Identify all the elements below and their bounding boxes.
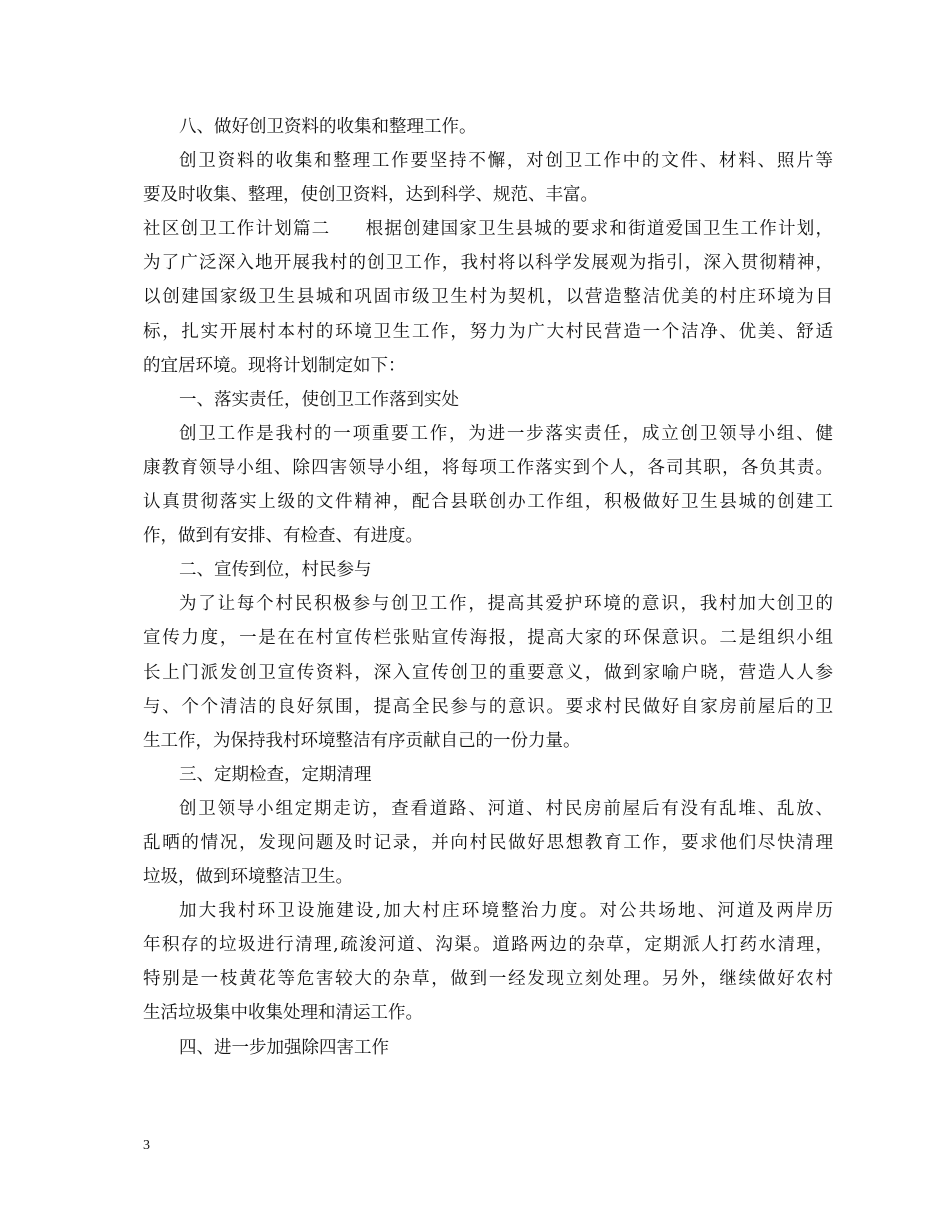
- paragraph-line: 以创建国家级卫生县城和巩固市级卫生村为契机，以营造整洁优美的村庄环境为目: [143, 287, 833, 308]
- paragraph-line: 为了广泛深入地开展我村的创卫工作，我村将以科学发展观为指引，深入贯彻精神，: [143, 253, 833, 274]
- document-body: [143, 110, 833, 1065]
- paragraph-line: 创卫资料的收集和整理工作要坚持不懈，对创卫工作中的文件、材料、照片等: [179, 151, 833, 172]
- paragraph-line: 宣传力度，一是在在村宣传栏张贴宣传海报，提高大家的环保意识。二是组织小组: [143, 628, 833, 649]
- paragraph-line: 特别是一枝黄花等危害较大的杂草，做到一经发现立刻处理。另外，继续做好农村: [143, 969, 833, 990]
- paragraph-line: 生工作，为保持我村环境整洁有序贡献自己的一份力量。: [143, 730, 581, 751]
- paragraph-line: 创卫工作是我村的一项重要工作，为进一步落实责任，成立创卫领导小组、健: [179, 423, 833, 444]
- section-heading: 三、定期检查，定期清理: [179, 764, 372, 785]
- paragraph-line: 作，做到有安排、有检查、有进度。: [143, 526, 423, 547]
- paragraph-line: 加大我村环卫设施建设,加大村庄环境整治力度。对公共场地、河道及两岸历: [179, 901, 833, 922]
- paragraph-line: 垃圾，做到环境整洁卫生。: [143, 867, 353, 888]
- paragraph-line: 的宜居环境。现将计划制定如下：: [143, 355, 406, 376]
- paragraph-line: 生活垃圾集中收集处理和清运工作。: [143, 1003, 423, 1024]
- article-title: 社区创卫工作计划篇二: [143, 219, 331, 240]
- section-heading: 八、做好创卫资料的收集和整理工作。: [179, 117, 477, 137]
- paragraph-line: 年积存的垃圾进行清理,疏浚河道、沟渠。道路两边的杂草，定期派人打药水清理，: [143, 935, 833, 956]
- paragraph-line: 长上门派发创卫宣传资料，深入宣传创卫的重要意义，做到家喻户晓，营造人人参: [143, 662, 833, 683]
- paragraph-line: 要及时收集、整理，使创卫资料，达到科学、规范、丰富。: [143, 185, 598, 206]
- paragraph-text: 根据创建国家卫生县城的要求和街道爱国卫生工作计划，: [364, 219, 834, 240]
- section-heading: 四、进一步加强除四害工作: [179, 1037, 389, 1058]
- paragraph-line: 乱晒的情况，发现问题及时记录，并向村民做好思想教育工作，要求他们尽快清理: [143, 832, 833, 853]
- section-heading: 二、宣传到位，村民参与: [179, 560, 372, 581]
- page-number: 3: [143, 1138, 150, 1153]
- paragraph-line: 康教育领导小组、除四害领导小组，将每项工作落实到个人，各司其职，各负其责。: [143, 457, 833, 478]
- paragraph-line: 认真贯彻落实上级的文件精神，配合县联创办工作组，积极做好卫生县城的创建工: [143, 492, 833, 513]
- paragraph-line: 为了让每个村民积极参与创卫工作，提高其爱护环境的意识，我村加大创卫的: [179, 594, 833, 615]
- article-title-line: [143, 212, 833, 246]
- section-heading: 一、落实责任，使创卫工作落到实处: [179, 389, 459, 410]
- paragraph-line: 与、个个清洁的良好氛围，提高全民参与的意识。要求村民做好自家房前屋后的卫: [143, 696, 833, 717]
- paragraph-line: 创卫领导小组定期走访，查看道路、河道、村民房前屋后有没有乱堆、乱放、: [179, 798, 833, 819]
- paragraph-line: 标，扎实开展村本村的环境卫生工作，努力为广大村民营造一个洁净、优美、舒适: [143, 321, 833, 342]
